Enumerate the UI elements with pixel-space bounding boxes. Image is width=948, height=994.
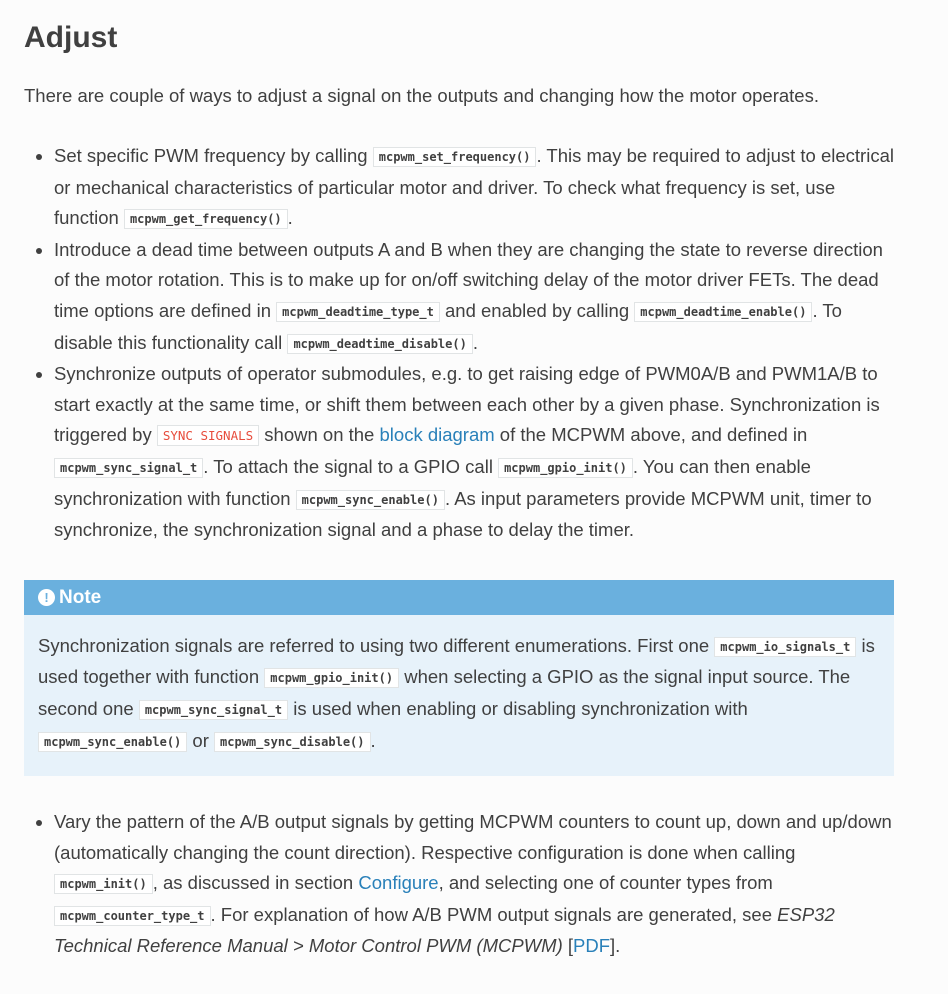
code-deadtime-enable: mcpwm_deadtime_enable() [634,302,812,322]
code-sync-enable: mcpwm_sync_enable() [38,732,187,752]
text-fragment: , as discussed in section [152,872,359,894]
note-title-bar [24,580,894,615]
text-fragment: shown on the [259,424,380,446]
list-item-frequency [54,141,894,235]
adjust-list [24,141,894,546]
text-fragment: of the MCPWM above, and defined in [494,424,808,446]
code-sync-signals: SYNC SIGNALS [157,425,259,446]
text-fragment: and enabled by calling [439,299,635,321]
code-deadtime-type: mcpwm_deadtime_type_t [276,302,440,322]
text-fragment: . For explanation of how A/B PWM output signals are generated, see [210,903,778,925]
configure-link[interactable]: Configure [358,872,439,894]
adjust-list-continued [24,807,894,962]
text-fragment: Synchronization signals are referred to using two different enumerations. First one [38,634,715,656]
pdf-link[interactable]: PDF [573,935,611,957]
exclamation-circle-icon: ! [38,589,55,606]
text-fragment: . As input parameters provide MCPWM unit, timer to synchronize, the synchronization signal and a phase to delay the timer. [54,487,872,541]
note-title: Note [59,586,102,608]
list-item-deadtime [54,235,894,359]
code-set-frequency: mcpwm_set_frequency() [373,147,537,167]
text-fragment: . To attach the signal to a GPIO call [203,455,499,477]
text-fragment: is used together with function [38,634,875,688]
text-fragment: . [472,331,478,353]
code-sync-signal-t: mcpwm_sync_signal_t [54,458,203,478]
code-sync-enable: mcpwm_sync_enable() [296,490,445,510]
code-io-signals: mcpwm_io_signals_t [714,637,856,657]
page-title: Adjust [24,21,118,54]
intro-paragraph: There are couple of ways to adjust a signal on the outputs and changing how the motor operates. [24,85,819,106]
code-counter-type: mcpwm_counter_type_t [54,906,211,926]
text-fragment: when selecting a GPIO as the signal input source. The second one [38,666,851,719]
text-fragment: Introduce a dead time between outputs A and B when they are changing the state to reverse direction of the motor rotation. This is to make up for on/off switching delay of the motor driver FETs. The dead time options are defined in [54,238,883,321]
text-fragment: . To disable this functionality call [54,299,842,353]
text-fragment: [ [562,935,574,957]
text-fragment: . You can then enable synchronization with function [54,455,811,509]
note-body [24,615,894,776]
code-sync-disable: mcpwm_sync_disable() [214,732,371,752]
list-item-synchronize [54,359,894,546]
code-gpio-init: mcpwm_gpio_init() [264,668,399,688]
block-diagram-link[interactable]: block diagram [379,424,495,446]
text-fragment: . This may be required to adjust to electrical or mechanical characteristics of particular motor and driver. To check what frequency is set, use function [54,145,894,229]
text-fragment: . [287,207,293,229]
text-fragment: Synchronize outputs of operator submodules, e.g. to get raising edge of PWM0A/B and PWM1A/B to start exactly at the same time, or shift them between each other by a given phase. Synchronization is triggered by [54,363,880,446]
manual-reference: ESP32 Technical Reference Manual > Motor Control PWM (MCPWM) [54,903,835,957]
text-fragment: , and selecting one of counter types from [438,872,773,894]
list-item-counter-pattern [54,807,894,962]
code-deadtime-disable: mcpwm_deadtime_disable() [287,334,472,354]
text-fragment: Set specific PWM frequency by calling [54,145,373,166]
code-get-frequency: mcpwm_get_frequency() [124,209,288,229]
text-fragment: or [187,729,215,751]
note-admonition [24,580,894,776]
text-fragment: Vary the pattern of the A/B output signals by getting MCPWM counters to count up, down and up/down (automatically changing the count direction). Respective configuration is done when calling [54,811,892,863]
code-gpio-init: mcpwm_gpio_init() [498,458,633,478]
text-fragment: ]. [610,935,621,957]
text-fragment: . [370,729,376,751]
code-mcpwm-init: mcpwm_init() [54,874,153,894]
code-sync-signal-t: mcpwm_sync_signal_t [139,700,288,720]
text-fragment: is used when enabling or disabling synchronization with [288,697,748,719]
